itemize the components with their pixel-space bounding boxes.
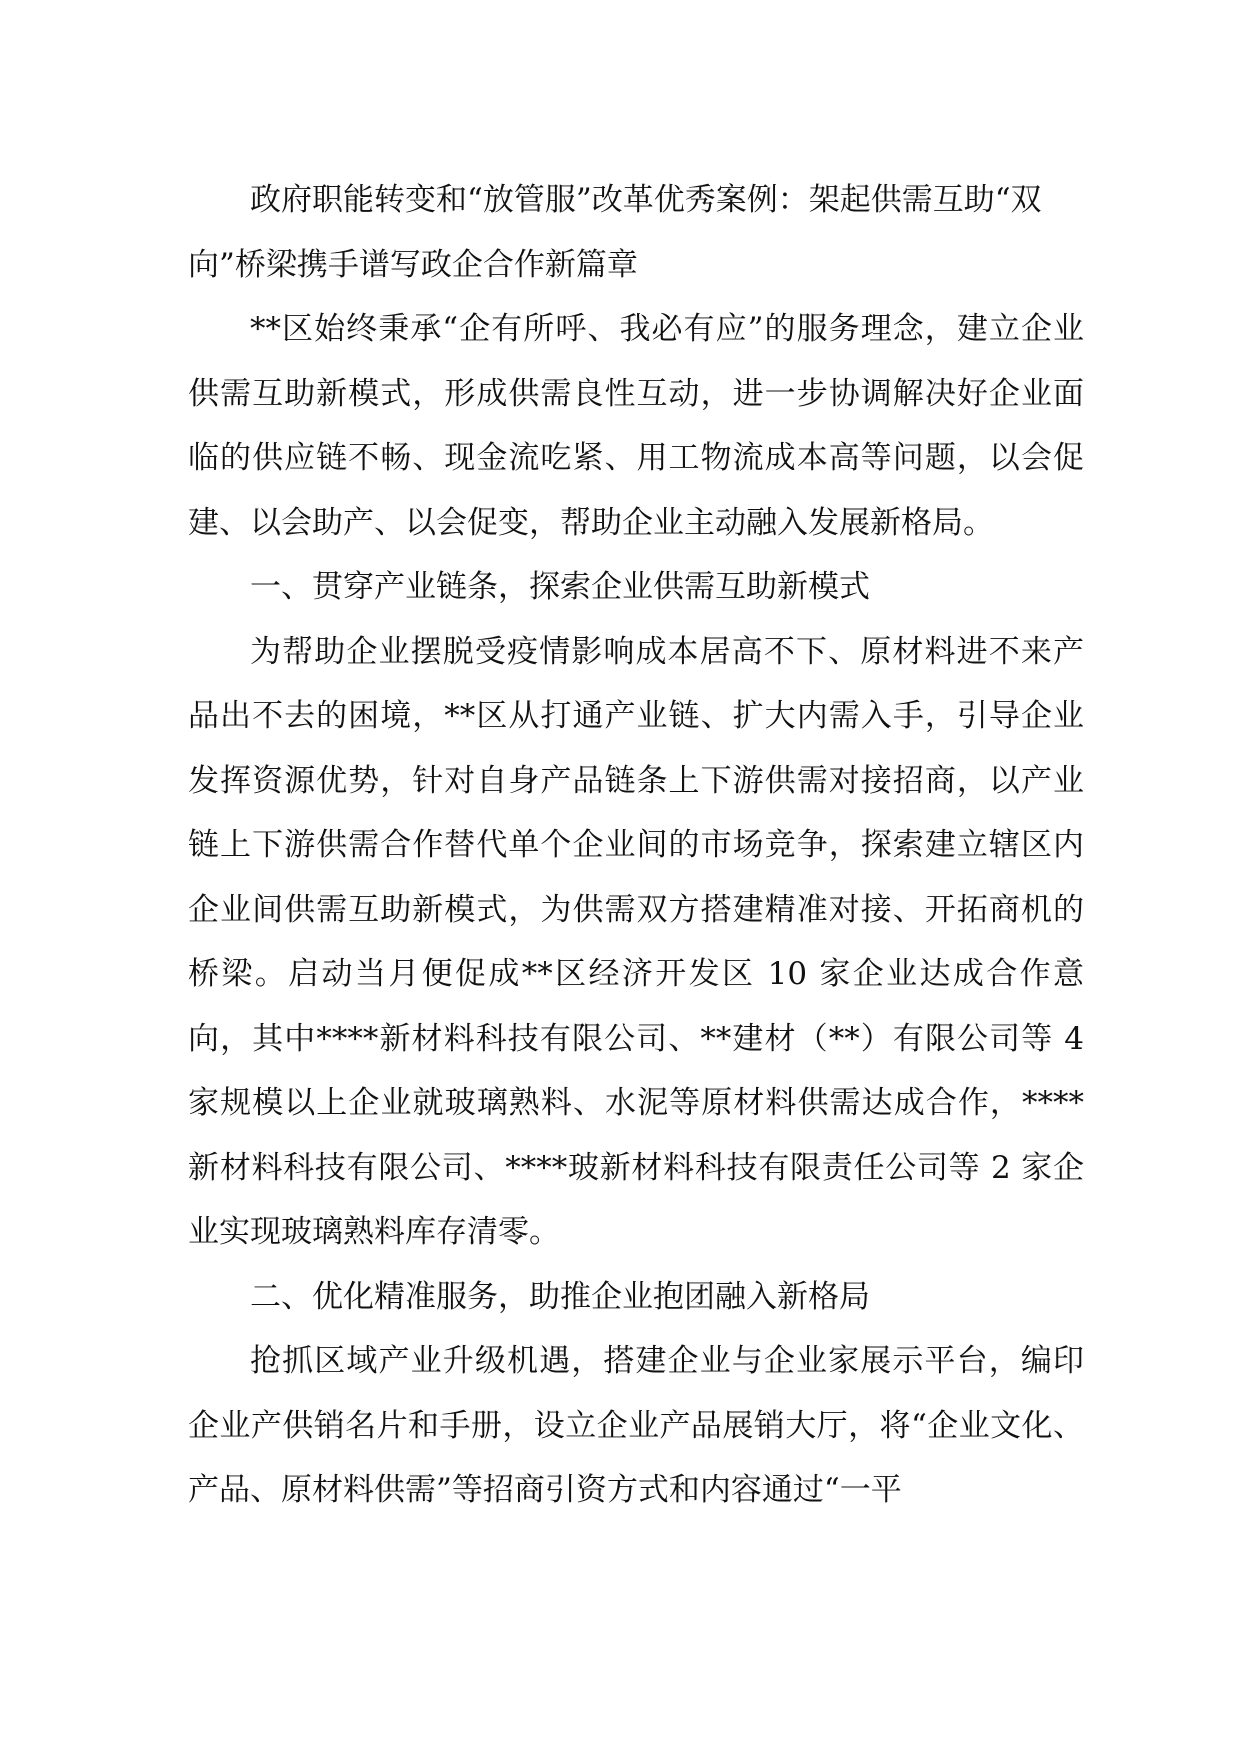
section-1-heading: 一、贯穿产业链条，探索企业供需互助新模式: [250, 569, 870, 605]
document-title: 政府职能转变和“放管服”改革优秀案例：架起供需互助“双向”桥梁携手谱写政企合作新篇章: [188, 182, 1042, 283]
section-1-paragraph: 为帮助企业摆脱受疫情影响成本居高不下、原材料进不来产品出不去的困境，**区从打通产业链、扩大内需入手，引导企业发挥资源优势，针对自身产品链条上下游供需对接招商，以产业链上下游供需合作替代单个企业间的市场竞争，探索建立辖区内企业间供需互助新模式，为供需双方搭建精准对接、开拓商机的桥梁。启动当月便促成**区经济开发区 10 家企业达成合作意向，其中****新材料科技有限公司、**建材（**）有限公司等 4 家规模以上企业就玻璃熟料、水泥等原材料供需达成合作，****新材料科技有限公司、****玻新材料科技有限责任公司等 2 家企业实现玻璃熟料库存清零。: [188, 633, 1084, 1250]
section-2-paragraph: 抢抓区域产业升级机遇，搭建企业与企业家展示平台，编印企业产供销名片和手册，设立企业产品展销大厅，将“企业文化、产品、原材料供需”等招商引资方式和内容通过“一平: [188, 1343, 1084, 1508]
section-2-heading: 二、优化精准服务，助推企业抱团融入新格局: [250, 1278, 870, 1315]
intro-paragraph: **区始终秉承“企有所呼、我必有应”的服务理念，建立企业供需互助新模式，形成供需良性互动，进一步协调解决好企业面临的供应链不畅、现金流吃紧、用工物流成本高等问题，以会促建、以会助产、以会促变，帮助企业主动融入发展新格局。: [188, 311, 1084, 541]
document-body: [188, 168, 1084, 1523]
